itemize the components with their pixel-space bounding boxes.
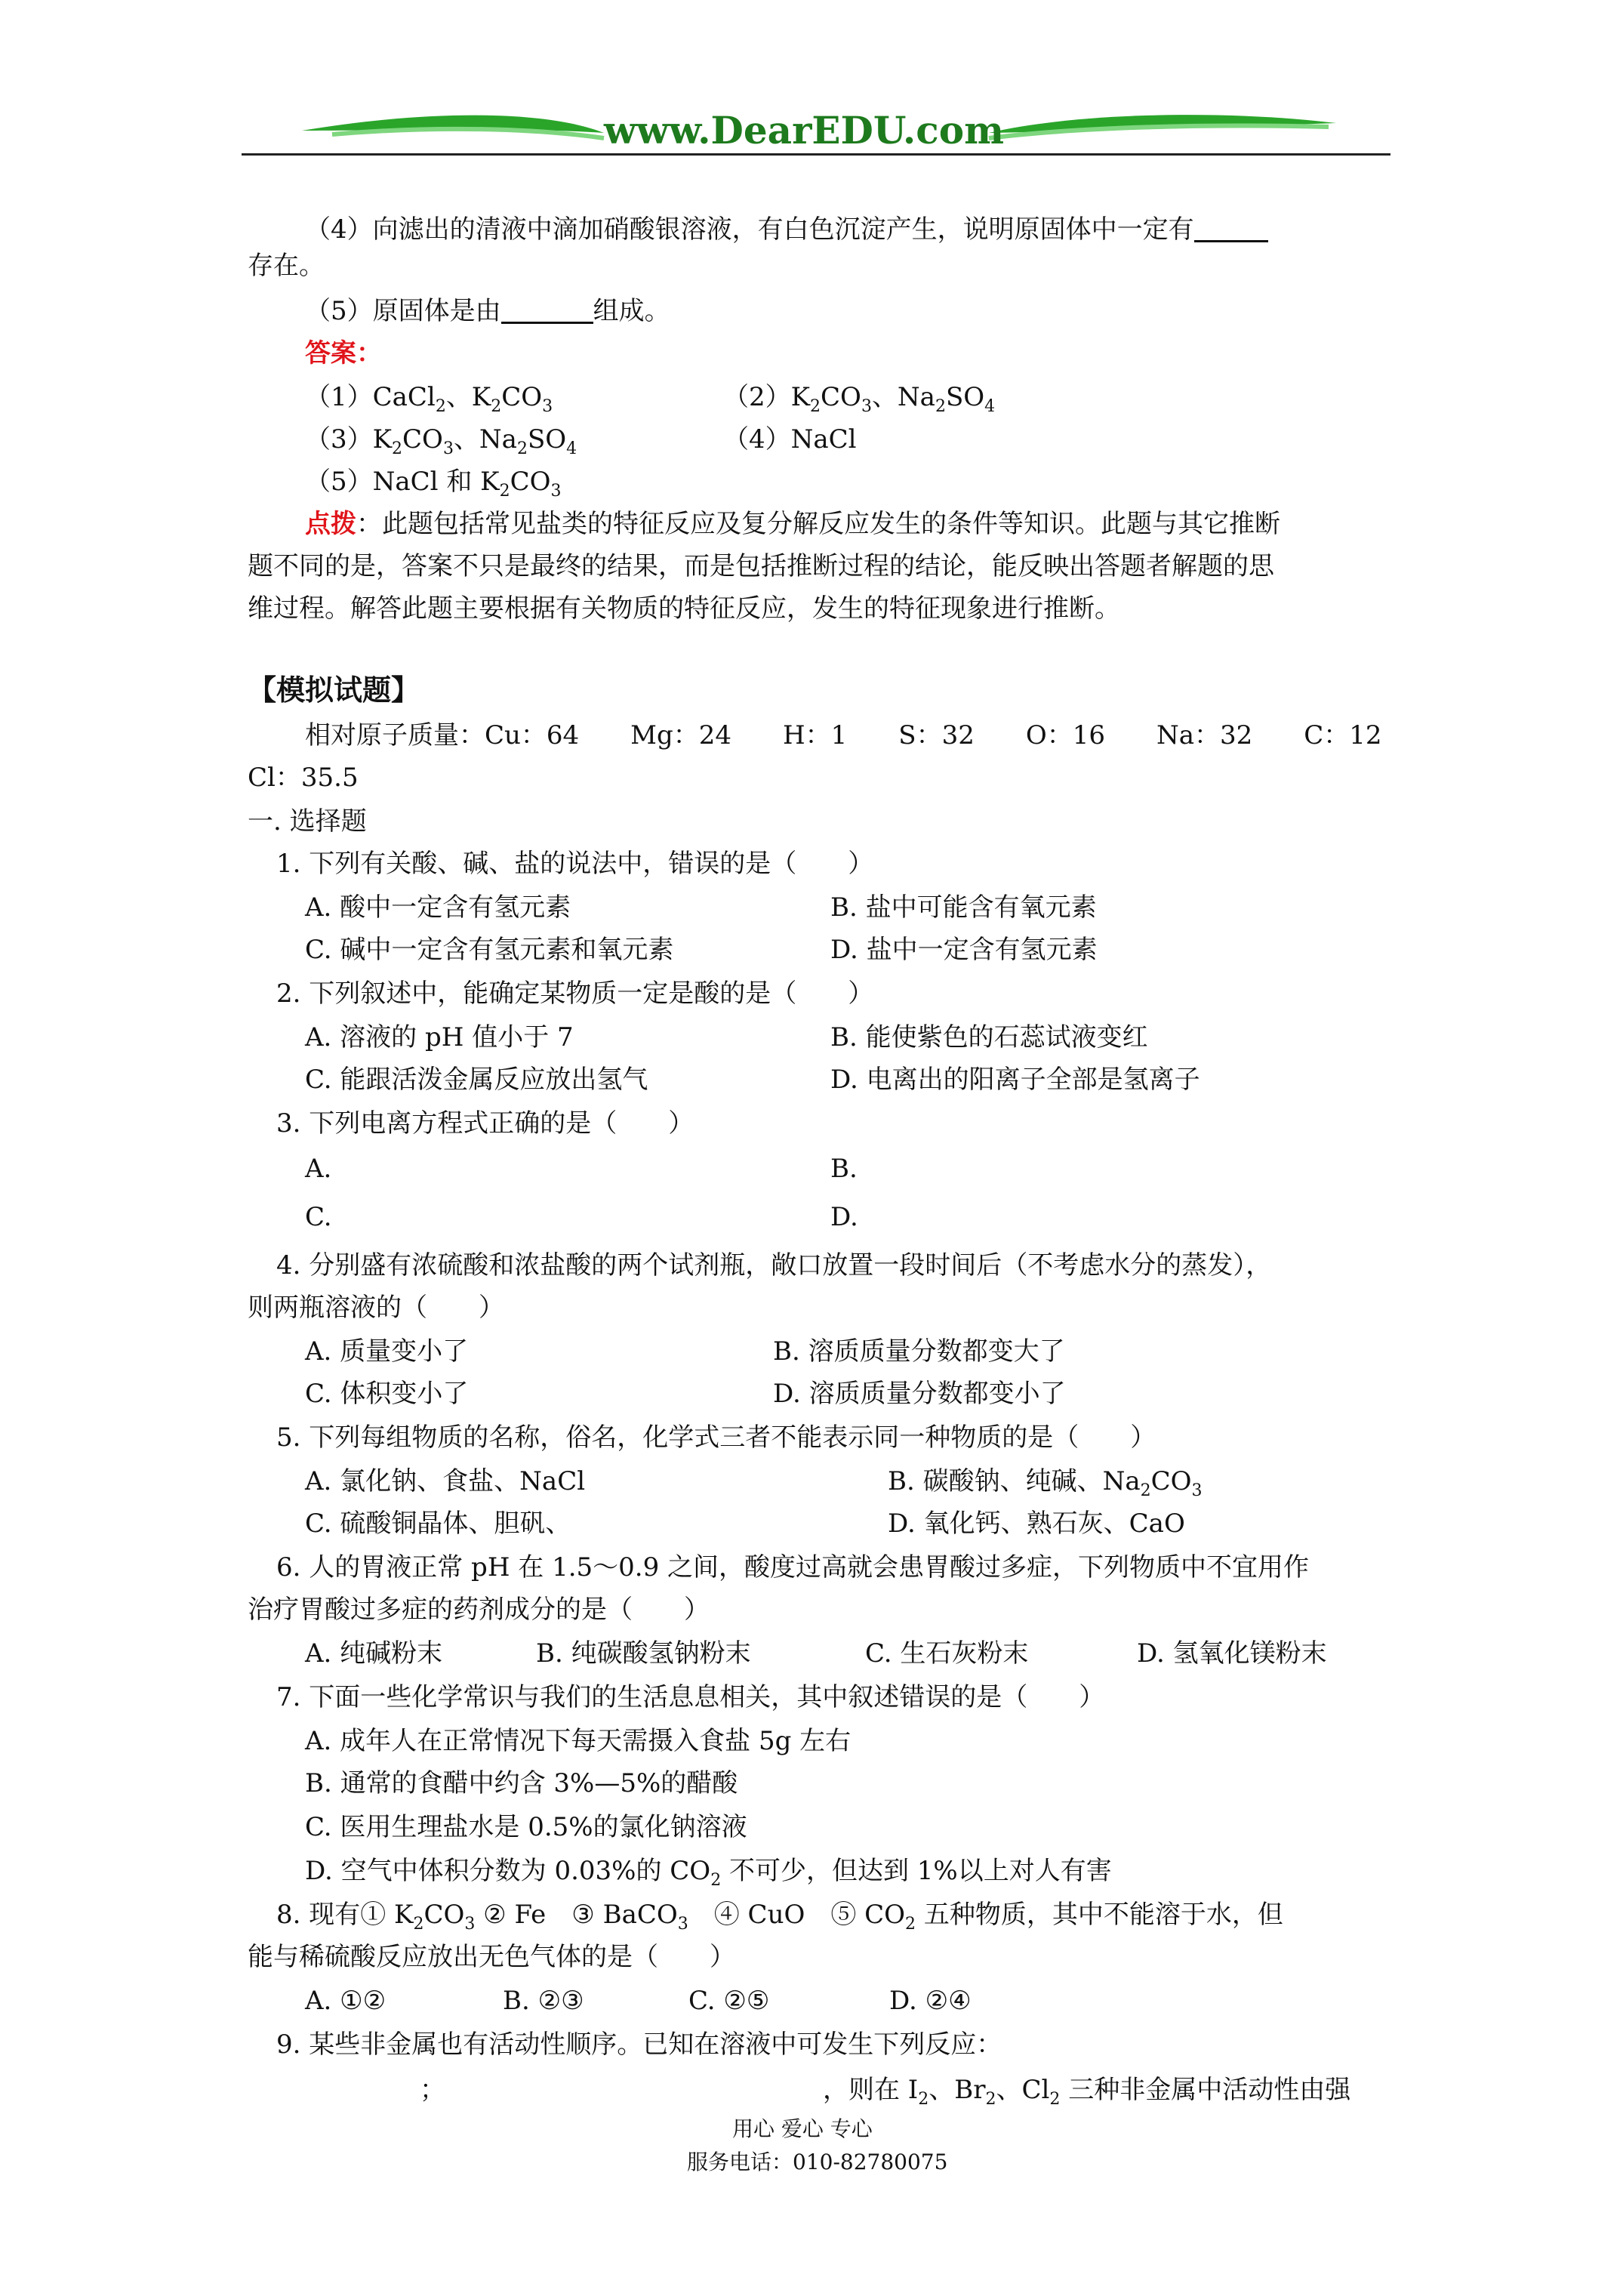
footer-slogan: 用心 爱心 专心 xyxy=(732,2116,873,2141)
hint-line-1: 点拨：此题包括常见盐类的特征反应及复分解反应发生的条件等知识。此题与其它推断 xyxy=(305,509,1280,539)
question-4: 4. 分别盛有浓硫酸和浓盐酸的两个试剂瓶，敞口放置一段时间后（不考虑水分的蒸发）， xyxy=(276,1250,1272,1281)
q5-continued: （5）原固体是由 组成。 xyxy=(305,296,670,326)
q2-option-c: C. 能跟活泼金属反应放出氢气 xyxy=(305,1065,648,1095)
q3-option-c: C. xyxy=(305,1202,332,1232)
q3-option-b: B. xyxy=(830,1154,858,1184)
answer-4: （4）NaCl xyxy=(723,424,857,455)
question-2: 2. 下列叙述中，能确定某物质一定是酸的是（ ） xyxy=(276,978,874,1009)
answer-5: （5）NaCl 和 $K_2CO_3$ xyxy=(305,467,562,501)
q1-option-a: A. 酸中一定含有氢元素 xyxy=(305,892,571,923)
q4-option-d: D. 溶质质量分数都变小了 xyxy=(773,1379,1066,1409)
q5-option-d: D. 氧化钙、熟石灰、CaO xyxy=(888,1509,1185,1539)
q7-option-c: C. 医用生理盐水是 0.5%的氯化钠溶液 xyxy=(305,1812,747,1842)
q6-option-a: A. 纯碱粉末 xyxy=(305,1638,443,1669)
hint-line-2: 题不同的是，答案不只是最终的结果，而是包括推断过程的结论，能反映出答题者解题的思 xyxy=(248,551,1274,581)
question-8-line-2: 能与稀硫酸反应放出无色气体的是（ ） xyxy=(248,1942,735,1972)
q7-option-d: D. 空气中体积分数为 0.03%的 $CO_2$ 不可少，但达到 1%以上对人有害 xyxy=(305,1856,1112,1890)
footer-phone: 服务电话：010-82780075 xyxy=(687,2150,948,2174)
q8-option-c: C. ②⑤ xyxy=(688,1986,770,2016)
answer-label: 答案： xyxy=(305,338,382,368)
question-7: 7. 下面一些化学常识与我们的生活息息相关，其中叙述错误的是（ ） xyxy=(276,1682,1105,1712)
answer-3: $(3)K_2CO_3$、$Na_2SO_4$ xyxy=(305,424,577,458)
q8-option-d: D. ②④ xyxy=(889,1986,972,2016)
q4-option-b: B. 溶质质量分数都变大了 xyxy=(773,1336,1065,1367)
q7-option-b: B. 通常的食醋中约含 3%—5%的醋酸 xyxy=(305,1768,738,1798)
question-4-line-2: 则两瓶溶液的（ ） xyxy=(248,1293,504,1323)
q3-option-a: A. xyxy=(305,1154,332,1184)
q5-option-c: C. 硫酸铜晶体、胆矾、 xyxy=(305,1509,571,1539)
q1-option-d: D. 盐中一定含有氢元素 xyxy=(830,935,1098,965)
q2-option-a: A. 溶液的 pH 值小于 7 xyxy=(305,1022,574,1052)
q1-option-b: B. 盐中可能含有氧元素 xyxy=(830,892,1097,923)
atomic-mass-line-2: Cl：35.5 xyxy=(248,763,359,793)
q4-continued: （4）向滤出的清液中滴加硝酸银溶液，有白色沉淀产生，说明原固体中一定有 xyxy=(305,213,1268,246)
q4-continued-line2: 存在。 xyxy=(248,251,325,281)
atomic-mass-line-1: 相对原子质量：Cu：64 Mg：24 H：1 S：32 O：16 Na：32 C：12 xyxy=(305,720,1382,750)
section-title: 【模拟试题】 xyxy=(248,673,420,707)
answer-1: （1）CaCl$_2$、$K_2CO_3$ xyxy=(305,382,553,416)
hint-label: 点拨 xyxy=(305,509,356,539)
question-9-line-2: ，则在 $I_2$、$Br_2$、$Cl_2$ 三种非金属中活动性由强 xyxy=(823,2075,1351,2109)
question-8: 8. 现有① $K_2CO_3$ ② Fe ③ BaCO$_3$ ④ CuO ⑤ $CO_2$ 五种物质，其中不能溶于水，但 xyxy=(276,1900,1283,1934)
part-one-heading: 一. 选择题 xyxy=(248,806,367,837)
q6-option-b: B. 纯碳酸氢钠粉末 xyxy=(536,1638,751,1669)
q5-option-b: B. 碳酸钠、纯碱、$Na_2CO_3$ xyxy=(888,1466,1203,1500)
header-rule xyxy=(242,153,1390,156)
hint-line-3: 维过程。解答此题主要根据有关物质的特征反应，发生的特征现象进行推断。 xyxy=(248,593,1120,624)
q5-option-a: A. 氯化钠、食盐、NaCl xyxy=(305,1466,586,1496)
q2-option-d: D. 电离出的阳离子全部是氢离子 xyxy=(830,1065,1200,1095)
q2-option-b: B. 能使紫色的石蕊试液变红 xyxy=(830,1022,1148,1052)
question-1: 1. 下列有关酸、碱、盐的说法中，错误的是（ ） xyxy=(276,849,874,879)
q6-option-c: C. 生石灰粉末 xyxy=(865,1638,1029,1669)
site-logo-text: www.DearEDU.com xyxy=(604,108,1005,153)
q3-option-d: D. xyxy=(830,1202,858,1232)
q8-option-a: A. ①② xyxy=(305,1986,387,2016)
question-9-semicolon: ； xyxy=(420,2075,445,2105)
q6-option-d: D. 氢氧化镁粉末 xyxy=(1137,1638,1327,1669)
q4-option-c: C. 体积变小了 xyxy=(305,1379,469,1409)
question-5: 5. 下列每组物质的名称，俗名，化学式三者不能表示同一种物质的是（ ） xyxy=(276,1422,1156,1453)
q4-option-a: A. 质量变小了 xyxy=(305,1336,469,1367)
question-3: 3. 下列电离方程式正确的是（ ） xyxy=(276,1108,694,1139)
question-6-line-2: 治疗胃酸过多症的药剂成分的是（ ） xyxy=(248,1595,710,1625)
q7-option-a: A. 成年人在正常情况下每天需摄入食盐 5g 左右 xyxy=(305,1726,852,1756)
q8-option-b: B. ②③ xyxy=(503,1986,584,2016)
q1-option-c: C. 碱中一定含有氢元素和氧元素 xyxy=(305,935,674,965)
question-6: 6. 人的胃液正常 pH 在 1.5～0.9 之间，酸度过高就会患胃酸过多症，下列物质中不宜用作 xyxy=(276,1552,1310,1583)
answer-2: $(2)K_2CO_3$、$Na_2SO_4$ xyxy=(723,382,996,416)
question-9: 9. 某些非金属也有活动性顺序。已知在溶液中可发生下列反应： xyxy=(276,2029,1002,2060)
